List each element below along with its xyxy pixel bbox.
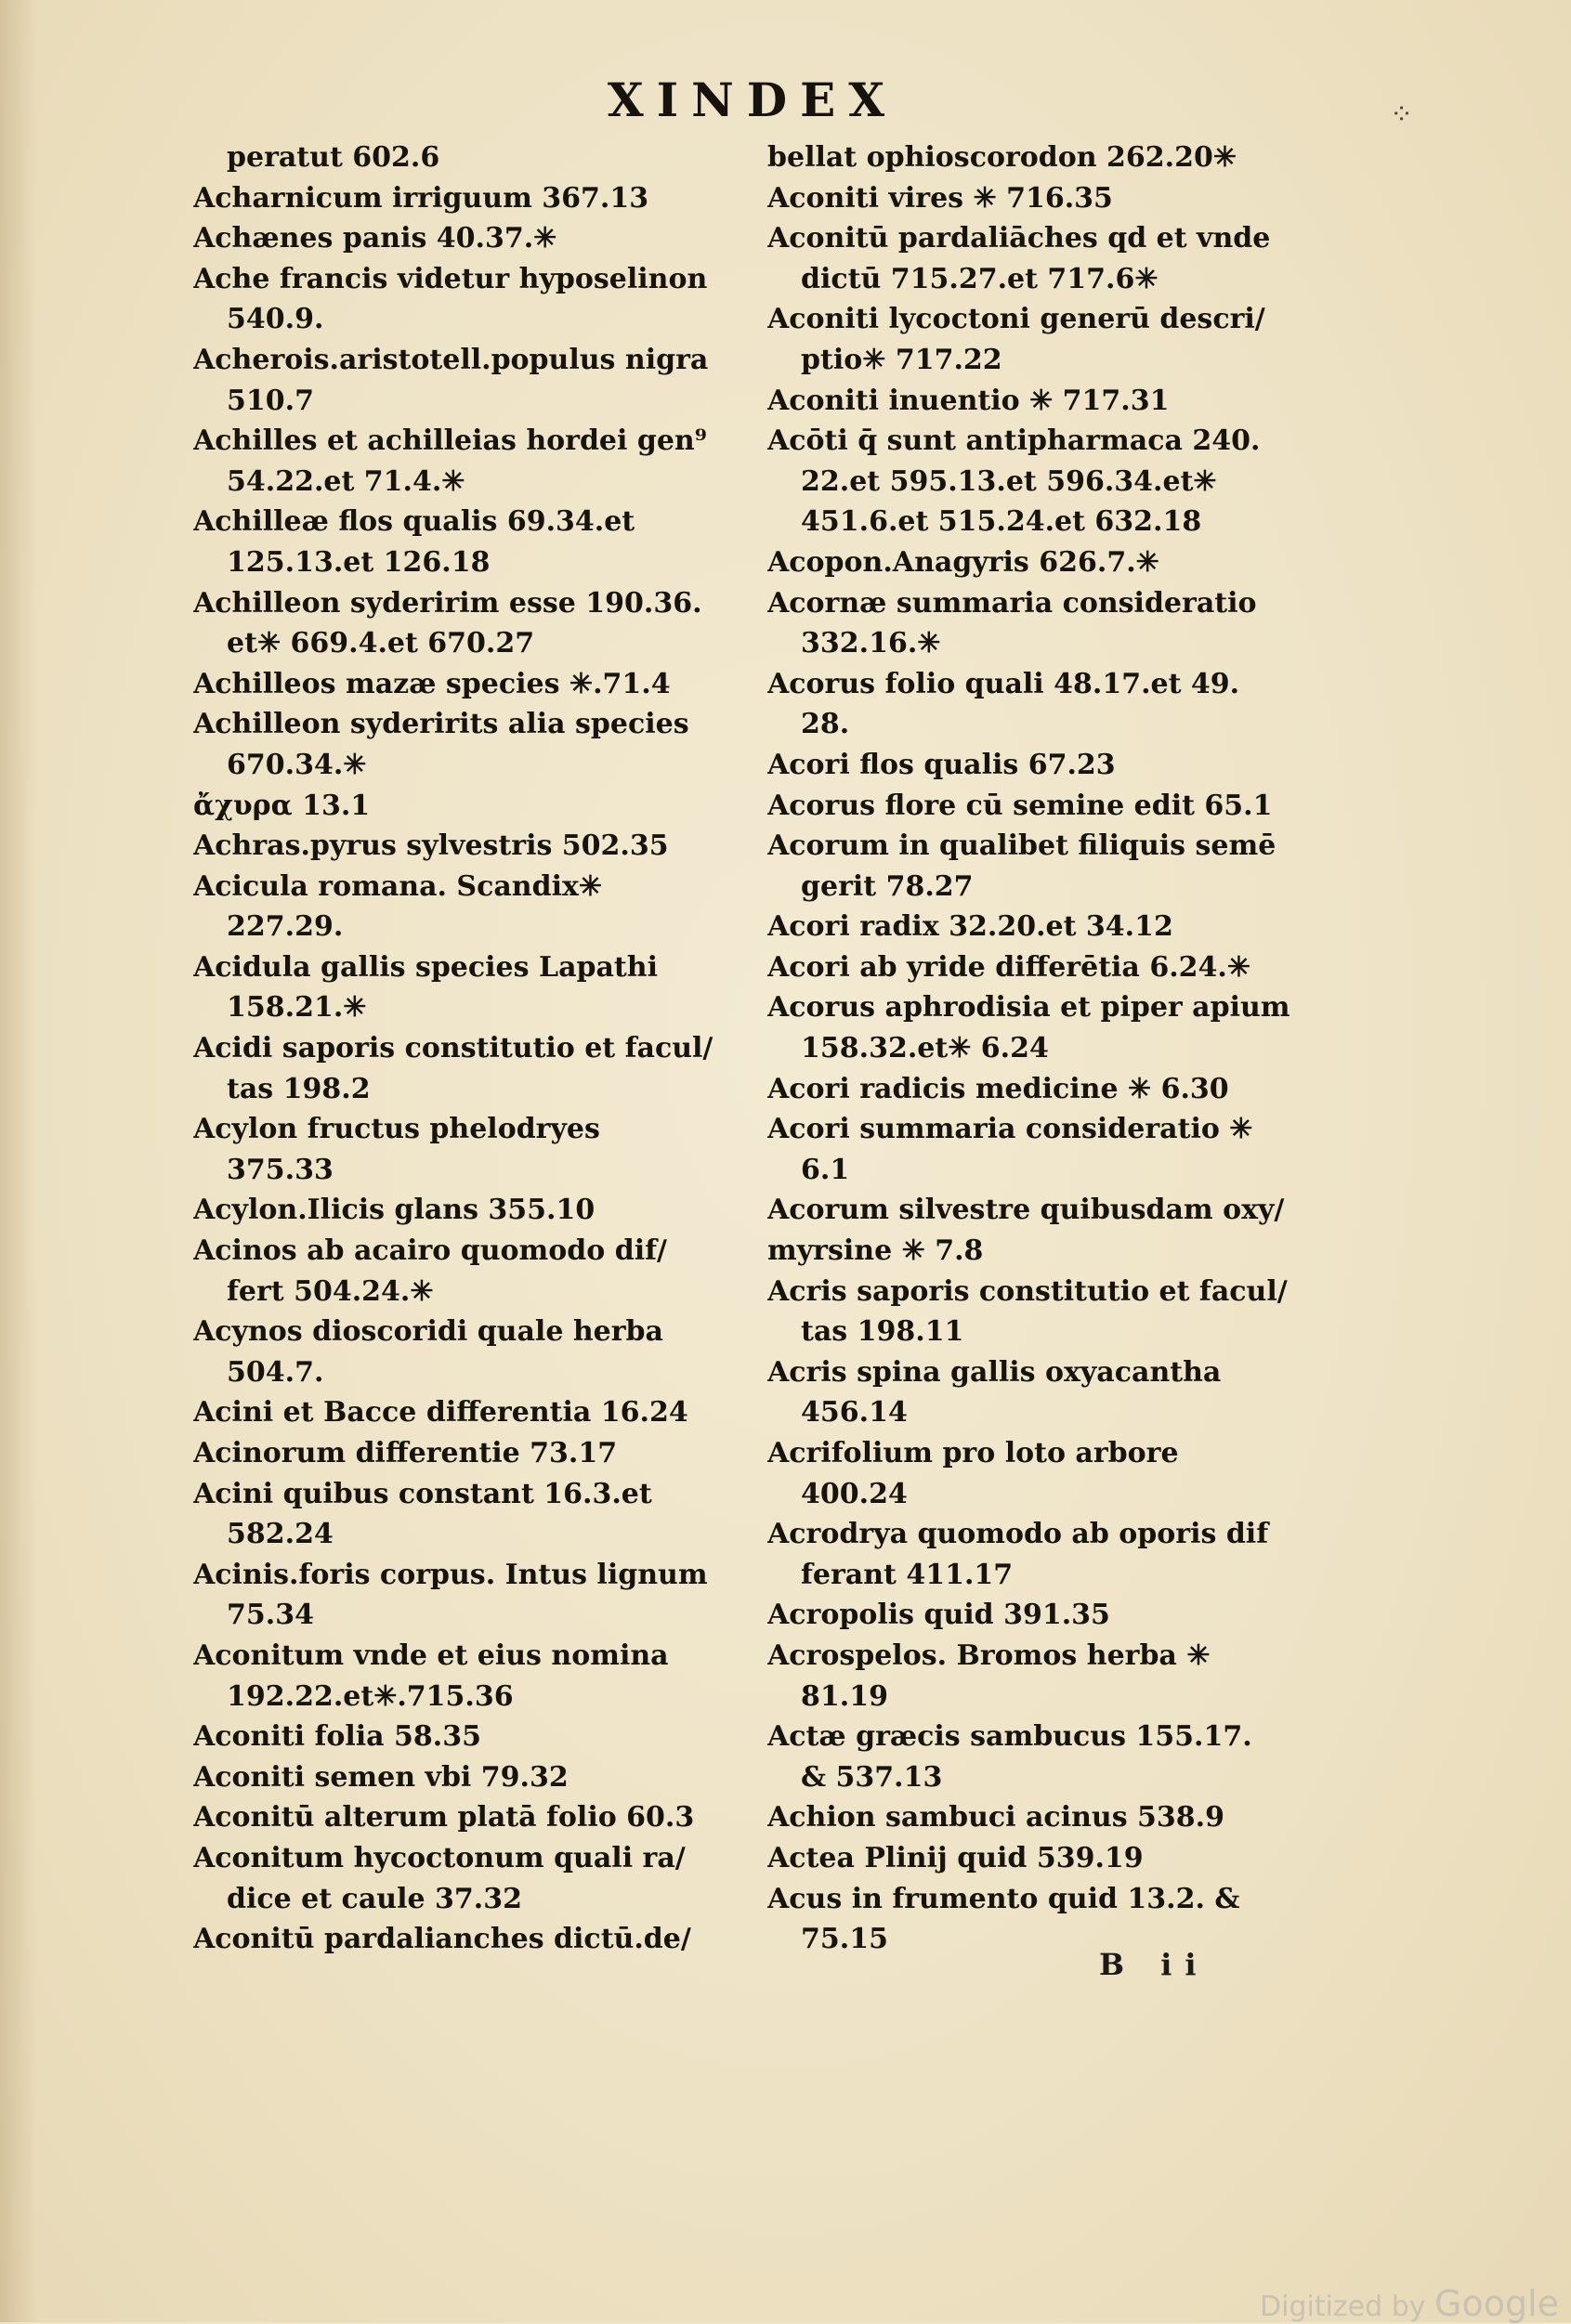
index-entry [193, 1514, 751, 1555]
index-entry-text: Aconiti vires ✳ 716.35 [767, 181, 1113, 215]
index-entry-text: Achilleos mazæ species ✳.71.4 [193, 667, 671, 700]
index-entry-text: Acrifolium pro loto arbore [767, 1437, 1179, 1469]
index-entry [767, 907, 1325, 947]
index-entry [767, 1433, 1325, 1474]
index-column-right [767, 137, 1325, 1960]
index-entry-text: Acinorum differentie 73.17 [193, 1437, 618, 1469]
index-entry-text: 456.14 [801, 1396, 908, 1430]
index-entry [767, 867, 1325, 907]
index-entry-text: Actæ græcis sambucus 155.17. [767, 1720, 1252, 1754]
index-entry-text: Acorum silvestre quibusdam oxy/ [767, 1194, 1285, 1227]
index-entry [767, 1919, 1325, 1960]
index-entry [767, 1069, 1325, 1110]
index-entry-text: Acropolis quid 391.35 [767, 1599, 1110, 1632]
index-entry-text: ptio✳ 717.22 [801, 343, 1002, 376]
index-entry-text: myrsine ✳ 7.8 [767, 1234, 984, 1268]
index-entry-text: Acynos dioscoridi quale herba [193, 1315, 663, 1349]
index-entry [767, 1514, 1325, 1555]
index-entry [767, 1272, 1325, 1312]
index-entry-text: Acorus folio quali 48.17.et 49. [767, 667, 1240, 700]
index-entry-text: Acidula gallis species Lapathi [193, 950, 658, 984]
index-entry [767, 1231, 1325, 1272]
index-entry-text: 158.32.et✳ 6.24 [801, 1032, 1049, 1065]
digitization-watermark [1260, 2283, 1559, 2324]
index-entry-text: Acicula romana. Scandix✳ [193, 869, 603, 903]
index-entry-text: Achras.pyrus sylvestris 502.35 [193, 829, 669, 863]
index-entry [767, 1636, 1325, 1677]
index-entry-text: 158.21.✳ [227, 991, 367, 1025]
index-entry [767, 1838, 1325, 1879]
index-entry [767, 1392, 1325, 1433]
index-entry-text: 510.7 [227, 384, 314, 417]
index-entry [193, 907, 751, 947]
index-entry [767, 502, 1325, 542]
index-entry-text: Acori summaria consideratio ✳ [767, 1113, 1253, 1146]
index-entry-text: 6.1 [801, 1153, 850, 1186]
index-entry [193, 1109, 751, 1150]
index-entry-text: 227.29. [227, 910, 344, 944]
index-entry-text: Acori flos qualis 67.23 [767, 748, 1116, 781]
index-entry-text: 332.16.✳ [801, 627, 941, 660]
index-entry-text: 81.19 [801, 1679, 888, 1713]
index-entry-text: 192.22.et✳.715.36 [227, 1679, 514, 1713]
index-entry-text: 54.22.et 71.4.✳ [227, 464, 465, 498]
index-entry-text: Aconiti folia 58.35 [193, 1720, 481, 1754]
index-entry-text: bellat ophioscorodon 262.20✳ [767, 141, 1237, 174]
index-entry [193, 704, 751, 745]
index-entry-text: dictū 715.27.et 717.6✳ [801, 262, 1159, 295]
index-entry-text: Achilleon syderirits alia species [193, 708, 689, 741]
index-entry-text: Acori radicis medicine ✳ 6.30 [767, 1072, 1229, 1105]
index-entry-text: dice et caule 37.32 [227, 1882, 522, 1915]
index-entry [767, 1717, 1325, 1757]
index-entry [767, 1595, 1325, 1636]
index-entry-text: 75.34 [227, 1599, 314, 1632]
index-entry [193, 137, 751, 178]
index-entry-text: Acopon.Anagyris 626.7.✳ [767, 545, 1159, 579]
index-entry-text: Acorus aphrodisia et piper apium [767, 991, 1290, 1025]
index-entry-text: Aconitum vnde et eius nomina [193, 1639, 669, 1672]
index-entry-text: Aconiti lycoctoni generū descri/ [767, 303, 1265, 336]
index-entry [193, 1352, 751, 1393]
index-entry-text: Acharnicum irriguum 367.13 [193, 181, 649, 215]
index-entry [193, 381, 751, 422]
index-entry-text: ferant 411.17 [801, 1558, 1014, 1591]
index-entry [767, 381, 1325, 422]
index-entry [767, 1879, 1325, 1920]
index-entry-text: 375.33 [227, 1153, 334, 1186]
index-entry [193, 1190, 751, 1231]
index-entry-text: Acini quibus constant 16.3.et [193, 1477, 652, 1510]
index-entry [767, 1109, 1325, 1150]
index-entry [193, 1272, 751, 1312]
index-entry [193, 1717, 751, 1757]
index-entry [193, 1757, 751, 1798]
signature-mark: B ii [1099, 1947, 1210, 1982]
index-entry [767, 745, 1325, 786]
index-entry-text: Achilleæ flos qualis 69.34.et [193, 505, 635, 539]
index-entry-text: 75.15 [801, 1923, 888, 1956]
index-entry-text: Acorum in qualibet filiquis semē [767, 829, 1276, 863]
index-entry [193, 583, 751, 624]
google-logo: Google [1434, 2283, 1560, 2324]
index-entry [193, 1028, 751, 1069]
index-entry [193, 340, 751, 381]
index-entry [767, 259, 1325, 300]
index-entry [767, 664, 1325, 705]
index-entry [193, 1433, 751, 1474]
index-entry-text: 540.9. [227, 303, 324, 336]
index-entry [193, 299, 751, 340]
index-entry [193, 421, 751, 462]
index-entry-text: 582.24 [227, 1518, 334, 1551]
index-entry [193, 867, 751, 907]
index-entry-text: Acris spina gallis oxyacantha [767, 1355, 1222, 1389]
index-entry-text: Aconitum hycoctonum quali ra/ [193, 1841, 686, 1874]
index-entry [767, 1757, 1325, 1798]
index-entry [767, 1555, 1325, 1596]
index-entry-text: & 537.13 [801, 1760, 943, 1794]
index-entry-text: 28. [801, 708, 850, 741]
index-entry-text: Achænes panis 40.37.✳ [193, 222, 557, 255]
index-entry-text: Acori ab yride differētia 6.24.✳ [767, 950, 1250, 984]
index-entry [767, 826, 1325, 867]
index-entry [767, 1797, 1325, 1838]
index-entry [193, 1231, 751, 1272]
index-entry [767, 1352, 1325, 1393]
index-entry [193, 1150, 751, 1191]
index-entry-text: Acylon.Ilicis glans 355.10 [193, 1194, 596, 1227]
index-entry-text: Aconiti inuentio ✳ 717.31 [767, 384, 1170, 417]
index-entry [193, 1474, 751, 1515]
index-entry [193, 1677, 751, 1717]
index-entry-text: Achion sambuci acinus 538.9 [767, 1801, 1224, 1834]
index-entry-text: Aconitū alterum platā folio 60.3 [193, 1801, 695, 1834]
index-entry [767, 137, 1325, 178]
index-entry-text: tas 198.11 [801, 1315, 964, 1349]
index-entry [193, 1595, 751, 1636]
index-entry-text: 125.13.et 126.18 [227, 545, 491, 579]
index-entry-text: 22.et 595.13.et 596.34.et✳ [801, 464, 1217, 498]
index-entry-text: Acus in frumento quid 13.2. & [767, 1882, 1240, 1915]
index-entry-text: Acylon fructus phelodryes [193, 1113, 600, 1146]
index-entry [193, 462, 751, 503]
index-entry [193, 1555, 751, 1596]
index-entry [193, 218, 751, 259]
index-entry [767, 786, 1325, 827]
index-entry [193, 1879, 751, 1920]
index-entry [193, 259, 751, 300]
index-entry-text: gerit 78.27 [801, 869, 974, 903]
index-entry [193, 502, 751, 542]
index-entry [193, 542, 751, 583]
index-entry-text: Acorus flore cū semine edit 65.1 [767, 789, 1273, 822]
index-entry-text: Acori radix 32.20.et 34.12 [767, 910, 1173, 944]
index-entry-text: Acinis.foris corpus. Intus lignum [193, 1558, 708, 1591]
index-entry [193, 947, 751, 988]
index-entry [767, 462, 1325, 503]
index-entry-text: Acris saporis constitutio et facul/ [767, 1274, 1288, 1308]
index-entry [767, 340, 1325, 381]
index-entry-text: Acōti q̄ sunt antipharmaca 240. [767, 424, 1261, 458]
index-entry-text: Aconitū pardalianches dictū.de/ [193, 1923, 691, 1956]
index-entry-text: 451.6.et 515.24.et 632.18 [801, 505, 1202, 539]
index-entry-text: Acherois.aristotell.populus nigra [193, 343, 709, 376]
index-entry-text: tas 198.2 [227, 1072, 371, 1105]
index-entry-text: peratut 602.6 [227, 141, 440, 174]
index-entry [767, 1677, 1325, 1717]
index-entry [193, 745, 751, 786]
index-entry [193, 178, 751, 219]
index-entry-text: Acornæ summaria consideratio [767, 586, 1257, 620]
index-entry [193, 623, 751, 664]
index-entry [193, 1312, 751, 1352]
page-heading: XINDEX [607, 72, 898, 127]
index-entry [767, 1028, 1325, 1069]
index-entry [767, 1150, 1325, 1191]
index-entry [767, 704, 1325, 745]
index-entry [767, 218, 1325, 259]
index-entry-text: ἄχυρα 13.1 [193, 789, 371, 822]
index-entry [767, 623, 1325, 664]
index-entry [193, 1797, 751, 1838]
index-entry-text: Ache francis videtur hyposelinon [193, 262, 708, 295]
index-entry-text: Acrospelos. Bromos herba ✳ [767, 1639, 1211, 1672]
index-entry [193, 1838, 751, 1879]
index-entry [767, 421, 1325, 462]
index-entry-text: 670.34.✳ [227, 748, 367, 781]
index-entry [767, 1312, 1325, 1352]
index-entry [193, 786, 751, 827]
index-entry-text: Achilleon syderirim esse 190.36. [193, 586, 702, 620]
index-entry [767, 178, 1325, 219]
index-entry-text: fert 504.24.✳ [227, 1274, 434, 1308]
index-entry [193, 1636, 751, 1677]
index-entry-text: Acrodrya quomodo ab oporis dif [767, 1518, 1269, 1551]
index-entry [767, 947, 1325, 988]
index-column-left [193, 137, 751, 1960]
index-entry-text: 400.24 [801, 1477, 908, 1510]
index-entry-text: Acinos ab acairo quomodo dif/ [193, 1234, 667, 1268]
index-entry-text: Acidi saporis constitutio et facul/ [193, 1032, 713, 1065]
index-entry-text: Aconitū pardaliāches qd et vnde [767, 222, 1271, 255]
index-entry-text: Acini et Bacce differentia 16.24 [193, 1396, 688, 1430]
index-entry [193, 664, 751, 705]
index-entry [767, 1190, 1325, 1231]
index-entry [767, 542, 1325, 583]
index-entry-text: Actea Plinij quid 539.19 [767, 1841, 1144, 1874]
index-entry [767, 299, 1325, 340]
index-entry-text: Aconiti semen vbi 79.32 [193, 1760, 569, 1794]
index-entry [193, 1919, 751, 1960]
index-entry [767, 583, 1325, 624]
watermark-prefix: Digitized by [1260, 2291, 1435, 2323]
index-entry [193, 826, 751, 867]
index-entry [193, 987, 751, 1028]
index-entry-text: Achilles et achilleias hordei gen⁹ [193, 424, 707, 458]
index-entry [767, 1474, 1325, 1515]
index-entry [193, 1392, 751, 1433]
corner-mark: ⁘ [1390, 98, 1414, 131]
index-entry [767, 987, 1325, 1028]
index-entry [193, 1069, 751, 1110]
index-entry-text: et✳ 669.4.et 670.27 [227, 627, 535, 660]
index-entry-text: 504.7. [227, 1355, 324, 1389]
